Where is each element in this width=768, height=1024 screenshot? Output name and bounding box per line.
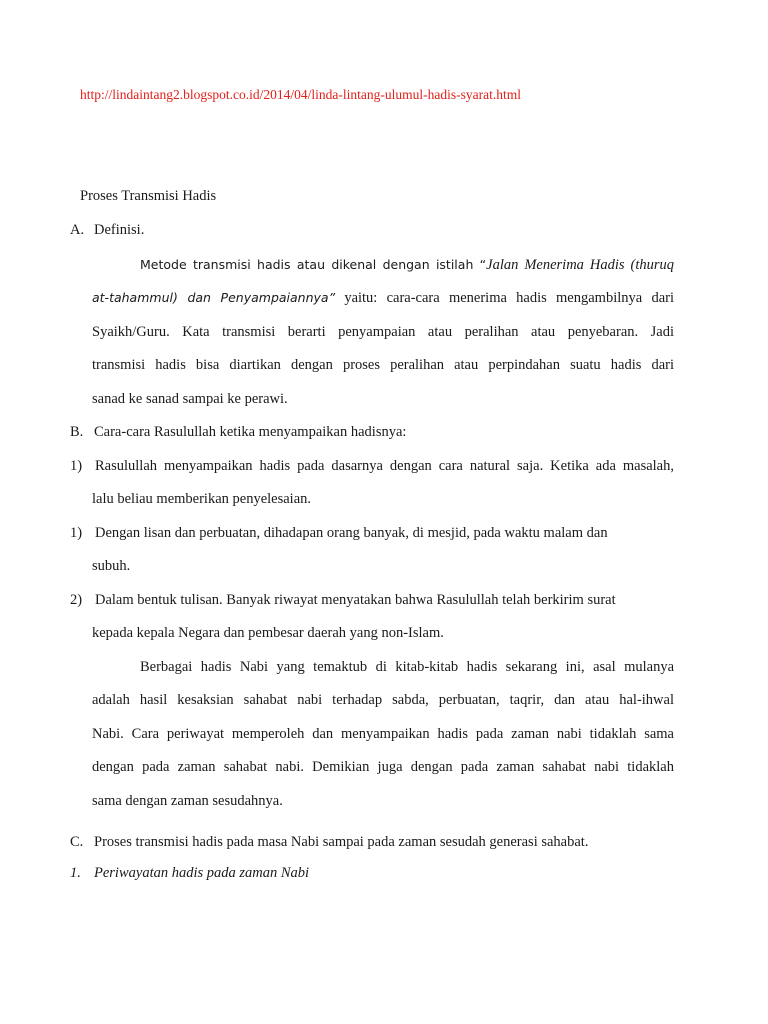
list-item-line: lalu beliau memberikan penyelesaian. <box>92 491 312 507</box>
item-marker: 1) <box>70 525 83 541</box>
subsection-heading: Periwayatan hadis pada zaman Nabi <box>94 865 310 881</box>
section-c-marker: C. <box>70 834 84 850</box>
section-b-marker: B. <box>70 424 84 440</box>
section-b-para-line: Nabi. Cara periwayat memperoleh dan menyampaikan hadis pada zaman nabi tidaklah sama <box>92 726 674 742</box>
section-a-heading: Definisi. <box>94 222 145 238</box>
section-a-line-4: transmisi hadis bisa diartikan dengan proses peralihan atau perpindahan suatu hadis dari <box>92 357 674 373</box>
list-item-line: subuh. <box>92 558 131 574</box>
section-b-para-line: Berbagai hadis Nabi yang temaktub di kitab-kitab hadis sekarang ini, asal mulanya <box>140 659 674 675</box>
section-a-line-5: sanad ke sanad sampai ke perawi. <box>92 391 288 407</box>
section-b-para-line: adalah hasil kesaksian sahabat nabi terhadap sabda, perbuatan, taqrir, dan atau hal-ihwal <box>92 692 674 708</box>
subsection-marker: 1. <box>70 865 81 881</box>
list-item-line: Dalam bentuk tulisan. Banyak riwayat menyatakan bahwa Rasulullah telah berkirim surat <box>95 592 616 608</box>
list-item-line: Dengan lisan dan perbuatan, dihadapan orang banyak, di mesjid, pada waktu malam dan <box>95 525 608 541</box>
source-url[interactable]: http://lindaintang2.blogspot.co.id/2014/04/linda-lintang-ulumul-hadis-syarat.html <box>80 87 521 102</box>
item-marker: 1) <box>70 458 83 474</box>
list-item-line: Rasulullah menyampaikan hadis pada dasarnya dengan cara natural saja. Ketika ada masalah, <box>95 458 674 474</box>
section-a-line-2: at-tahammul) dan Penyampaiannya” yaitu: cara-cara menerima hadis mengambilnya dari <box>92 290 675 306</box>
document-title: Proses Transmisi Hadis <box>80 188 217 204</box>
list-item-line: kepada kepala Negara dan pembesar daerah yang non-Islam. <box>92 625 444 641</box>
section-b-para-line: sama dengan zaman sesudahnya. <box>92 793 283 809</box>
section-b-heading: Cara-cara Rasulullah ketika menyampaikan hadisnya: <box>94 424 407 440</box>
section-a-line-3: Syaikh/Guru. Kata transmisi berarti penyampaian atau peralihan atau penyebaran. Jadi <box>92 324 674 340</box>
section-a-line-1: Metode transmisi hadis atau dikenal dengan istilah “Jalan Menerima Hadis (thuruq <box>140 257 674 273</box>
section-b-para-line: dengan pada zaman sahabat nabi. Demikian juga dengan pada zaman sahabat nabi tidaklah <box>92 759 674 775</box>
section-a-marker: A. <box>70 222 85 238</box>
section-c-heading: Proses transmisi hadis pada masa Nabi sampai pada zaman sesudah generasi sahabat. <box>94 834 589 850</box>
item-marker: 2) <box>70 592 83 608</box>
